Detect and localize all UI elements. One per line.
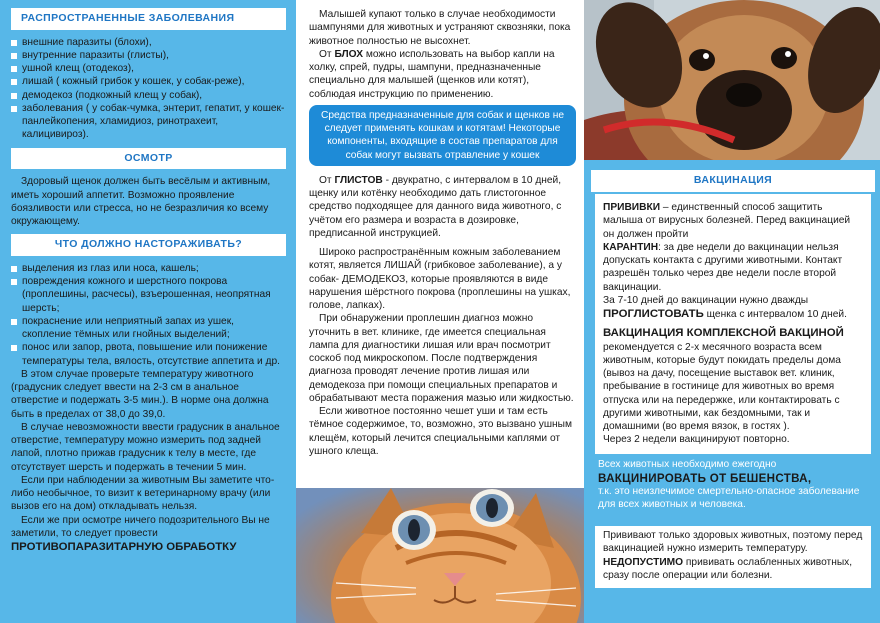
temperature-text: В этом случае проверьте температуру животного (градусник следует ввести на 2-3 см в анальное отверстие и подержать 3-5 мин.). В норме она должна быть в пределах от 38,0 до 39,0. [11,368,269,420]
quarantine-text: КАРАНТИН: за две недели до вакцинации нельзя допускать контакта с другими животными. Контакт разрешён только через две недели после второй вакцинации. [603,241,843,293]
prohibited-label: НЕДОПУСТИМО [603,556,684,568]
fleas-label: БЛОХ [334,48,363,60]
exam-header: ОСМОТР [11,148,286,170]
thermometer-text: В случае невозможности ввести градусник в анальное отверстие, температуру можно измерить под задней лапой, плотно прижав градусник к телу в месте, где отсутствует шерсть и подержать в течении 5 мин. [11,421,280,473]
list-item: заболевания ( у собак-чумка, энтерит, гепатит, у кошек-панлейкопения, хламидиоз, ринотрахеит, калицивироз). [11,102,286,142]
ear-mite-text: Если животное постоянно чешет уши и там есть тёмное содержимое, то, возможно, это вызвано ушным клещём, который лечится специальными каплями от ушного клеща. [309,406,573,457]
bathing-text: Малышей купают только в случае необходимости шампунями для животных и устраняют сквозняки, пока животное полностью не высохнет. [309,9,571,47]
alarm-header: ЧТО ДОЛЖНО НАСТОРАЖИВАТЬ? [11,234,286,256]
list-item: покраснение или неприятный запах из ушек, скопление тёмных или гнойных выделений; [11,315,286,342]
diseases-header: РАСПРОСТРАНЕННЫЕ ЗАБОЛЕВАНИЯ [11,8,286,30]
exam-text: Здоровый щенок должен быть весёлым и активным, иметь хороший аппетит. Возможно проявление боязливости или стресса, но не безразличия ко всему окружающему. [11,176,271,228]
treatment-text: Если же при осмотре ничего подозрительного Вы не заметили, то следует провести ПРОТИВОПАРАЗИТАРНУЮ ОБРАБОТКУ [11,514,270,554]
puppy-photo [584,0,880,160]
final-note-card [595,526,871,588]
list-item: демодекоз (подкожный клещ у собак), [11,89,286,102]
deworm-text: За 7-10 дней до вакцинации нужно дважды ПРОГЛИСТОВАТЬ щенка с интервалом 10 дней. [603,294,847,320]
vaccine-intro: ПРИВИВКИ – единственный способ защитить малыша от вирусных болезней. Перед вакцинацией он должен пройти [603,202,851,240]
list-item: понос или запор, рвота, повышение или понижение температуры тела, вялость, отсутствие аппетита и др. [11,341,286,368]
quarantine-label: КАРАНТИН [603,241,659,253]
rabies-label: ВАКЦИНИРОВАТЬ ОТ БЕШЕНСТВА, [598,471,812,485]
complex-vaccine-text: ВАКЦИНАЦИЯ КОМПЛЕКСНОЙ ВАКЦИНОЙ рекомендуется с 2-х месячного возраста всем животным, которые будут покидать пределы дома (вывоз на дачу, посещение выставок вет. клиник, пребывание в гостинице для животных во время отпуска или на передержке, или контактировать с другими животными, как бездомными, так и домашними (во время вязок, в гостях ). [603,326,863,434]
puppy-icon [584,0,880,160]
kitten-photo [296,488,584,623]
list-item: выделения из глаз или носа, кашель; [11,262,286,275]
fleas-text: От БЛОХ можно использовать на выбор капли на холку, спрей, пудры, шампуни, предназначенные специально для малышей (щенков или котят), соблюдая инструкцию по применению. [309,48,555,100]
antiparasitic-label: ПРОТИВОПАРАЗИТАРНУЮ ОБРАБОТКУ [11,541,237,554]
worms-label: ГЛИСТОВ [334,174,383,186]
left-column [0,0,296,623]
diseases-list [11,36,286,142]
diagnosis-text: При обнаружении проплешин диагноз можно уточнить в вет. клинике, где имеется специальная лампа для диагностики лишая или врач посмотрит соскоб под микроскопом. После подтверждения диагноза проводят лечение против лишая или демодекоза при помощи специальных препаратов и обрабатывают места поражения мазью или жидкостью. [309,313,574,404]
healthy-only-text: Прививают только здоровых животных, поэтому перед вакцинацией нужно измерить температуру. [603,530,863,555]
deworm-label: ПРОГЛИСТОВАТЬ [603,308,704,320]
vaccines-label: ПРИВИВКИ [603,202,661,213]
list-item: внешние паразиты (блохи), [11,36,286,49]
vaccination-card [595,194,871,454]
list-item: внутренние паразиты (глисты), [11,49,286,62]
warning-box: Средства предназначенные для собак и щенков не следует применять кошкам и котятам! Некоторые компоненты, входящие в состав препаратов для собак могут вызвать отравление у кошек [309,105,576,166]
list-item: повреждения кожного и шерстного покрова (проплешины, расчесы), взъерошенная, неопрятная шерсть; [11,275,286,315]
list-item: ушной клещ (отодекоз), [11,62,286,75]
kitten-icon [296,488,584,623]
prohibited-text: НЕДОПУСТИМО прививать ослабленных животных, сразу после операции или болезни. [603,556,853,581]
revaccination-text: Через 2 недели вакцинируют повторно. [603,434,790,446]
worms-text: От ГЛИСТОВ - двукратно, с интервалом в 10 дней, щенку или котёнку необходимо дать глистогонное средство подходящее для данного вида животного, с учётом его размера и возраста в дозировке, предписанной инструкцией. [309,174,562,239]
vaccination-header: ВАКЦИНАЦИЯ [591,170,875,192]
alarm-list [11,262,286,368]
ringworm-text: Широко распространённым кожным заболеванием котят, является ЛИШАЙ (грибковое заболевание), а у собак- ДЕМОДЕКОЗ, которые проявляются в виде нарушения шёрстного покрова (проплешины на ушках, голове, лапках). [309,247,571,311]
rabies-notice: Всех животных необходимо ежегодно ВАКЦИНИРОВАТЬ ОТ БЕШЕНСТВА, т.к. это неизлечимое смертельно-опасное заболевание для всех животных и человека. [592,456,872,522]
list-item: лишай ( кожный грибок у кошек, у собак-реже), [11,75,286,88]
complex-vaccine-label: ВАКЦИНАЦИЯ КОМПЛЕКСНОЙ ВАКЦИНОЙ [603,326,844,339]
vet-visit-text: Если при наблюдении за животным Вы заметите что-либо необычное, то визит к ветеринарному врачу (или вызов его на дом) откладывать нельзя. [11,474,275,513]
